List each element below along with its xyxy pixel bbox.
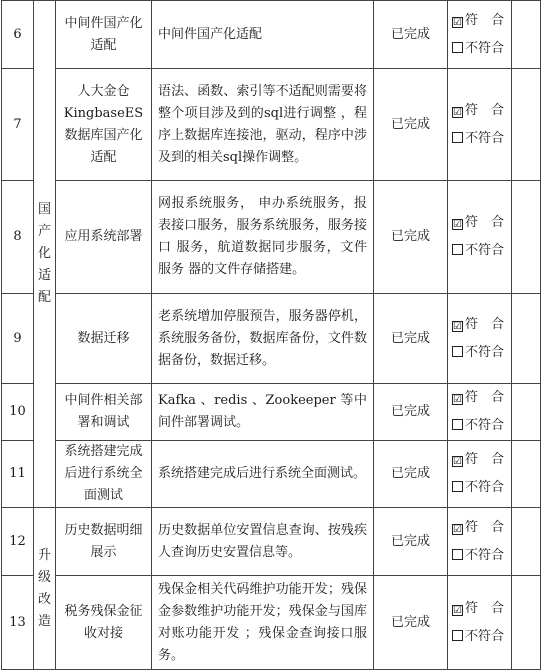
item-description: 老系统增加停服预告，服务器停机，系统服务备份，数据库备份，文件数 据备份，数据迁移。	[152, 294, 374, 384]
table-row	[2, 1, 541, 69]
check-cell	[448, 576, 512, 670]
pass-option[interactable]: ☑ 符 合	[453, 390, 505, 405]
remark-cell	[512, 576, 541, 670]
item-name: 数据迁移	[56, 294, 152, 384]
fail-option[interactable]: 不符合	[452, 412, 507, 440]
category-label: 升级改造	[37, 547, 51, 629]
check-cell	[448, 508, 512, 576]
checkbox-icon	[452, 419, 463, 430]
fail-option[interactable]: 不符合	[452, 237, 507, 265]
row-number: 11	[2, 441, 34, 508]
row-number: 9	[2, 294, 34, 384]
checkbox-checked-icon: ☑	[453, 523, 462, 535]
acceptance-table	[1, 0, 541, 670]
remark-cell	[512, 508, 541, 576]
fail-option[interactable]: 不符合	[452, 125, 507, 153]
item-name: 系统搭建完成后进行系统全面测试	[56, 441, 152, 508]
remark-cell	[512, 294, 541, 384]
item-name: 税务残保金征收对接	[56, 576, 152, 670]
row-number: 7	[2, 69, 34, 181]
pass-option[interactable]: ☑ 符 合	[453, 316, 505, 332]
fail-option[interactable]: 不符合	[452, 35, 507, 63]
fail-option[interactable]: 不符合	[452, 339, 507, 367]
fail-option[interactable]: 不符合	[452, 474, 507, 502]
remark-cell	[512, 69, 541, 181]
pass-option[interactable]: ☑ 符 合	[453, 452, 505, 467]
status-cell: 已完成	[374, 294, 448, 384]
item-name: 历史数据明细展示	[56, 508, 152, 576]
checkbox-checked-icon: ☑	[453, 456, 462, 467]
status-cell: 已完成	[374, 384, 448, 441]
fail-option[interactable]: 不符合	[452, 623, 507, 651]
checkbox-icon	[452, 549, 463, 560]
status-cell: 已完成	[374, 69, 448, 181]
row-number: 12	[2, 508, 34, 576]
checkbox-checked-icon: ☑	[453, 16, 462, 28]
item-description: 中间件国产化适配	[152, 1, 374, 69]
item-name: 人大金仓KingbaseES数据库国产化适配	[56, 69, 152, 181]
remark-cell	[512, 441, 541, 508]
item-description: 语法、函数、索引等不适配则需要将 整个项目涉及到的sql进行调整 ，程序上数据库连接池，驱动，程序中涉及到的相关sql操作调整。	[152, 69, 374, 181]
item-name: 中间件国产化适配	[56, 1, 152, 69]
pass-option[interactable]: ☑ 符 合	[453, 600, 505, 616]
checkbox-icon	[452, 42, 463, 53]
item-name: 中间件相关部署和调试	[56, 384, 152, 441]
table-row	[2, 441, 541, 508]
status-cell: 已完成	[374, 1, 448, 69]
checkbox-checked-icon: ☑	[453, 394, 462, 405]
checkbox-icon	[452, 481, 463, 492]
category-cell	[34, 508, 56, 670]
checkbox-icon	[452, 630, 463, 641]
item-description: Kafka 、redis 、Zookeeper 等中间件部署调试。	[152, 384, 374, 441]
checkbox-checked-icon: ☑	[453, 219, 462, 230]
table-row	[2, 508, 541, 576]
pass-option[interactable]: ☑ 符 合	[453, 215, 505, 230]
status-cell: 已完成	[374, 181, 448, 294]
status-cell: 已完成	[374, 508, 448, 576]
row-number: 13	[2, 576, 34, 670]
table-row	[2, 181, 541, 294]
checkbox-checked-icon: ☑	[453, 320, 462, 332]
checkbox-icon	[452, 132, 463, 143]
item-description: 网报系统服务， 申办系统服务，报表接口服务，服务系统服务，服务接口 服务，航道数据同步服务，文件服务 器的文件存储搭建。	[152, 181, 374, 294]
table-row	[2, 384, 541, 441]
row-number: 8	[2, 181, 34, 294]
checkbox-icon	[452, 346, 463, 357]
check-cell	[448, 69, 512, 181]
remark-cell	[512, 384, 541, 441]
checkbox-icon	[452, 244, 463, 255]
check-cell	[448, 294, 512, 384]
remark-cell	[512, 1, 541, 69]
row-number: 10	[2, 384, 34, 441]
fail-option[interactable]: 不符合	[452, 542, 507, 570]
status-cell: 已完成	[374, 441, 448, 508]
checkbox-checked-icon: ☑	[453, 604, 462, 616]
checkbox-checked-icon: ☑	[453, 106, 462, 118]
pass-option[interactable]: ☑ 符 合	[453, 519, 505, 535]
category-label: 国产化适配	[37, 202, 51, 305]
item-name: 应用系统部署	[56, 181, 152, 294]
row-number: 6	[2, 1, 34, 69]
check-cell	[448, 384, 512, 441]
pass-option[interactable]: ☑ 符 合	[453, 12, 505, 28]
item-description: 历史数据单位安置信息查询、按残疾人查询历史安置信息等。	[152, 508, 374, 576]
check-cell	[448, 181, 512, 294]
item-description: 系统搭建完成后进行系统全面测试。	[152, 441, 374, 508]
table-row	[2, 69, 541, 181]
table-row	[2, 576, 541, 670]
category-cell	[34, 1, 56, 508]
check-cell	[448, 441, 512, 508]
status-cell: 已完成	[374, 576, 448, 670]
remark-cell	[512, 181, 541, 294]
pass-option[interactable]: ☑ 符 合	[453, 102, 505, 118]
item-description: 残保金相关代码维护功能开发；残保金参数维护功能开发；残保金与国库对账功能开发 ；残保金查询接口服务。	[152, 576, 374, 670]
check-cell	[448, 1, 512, 69]
table-row	[2, 294, 541, 384]
